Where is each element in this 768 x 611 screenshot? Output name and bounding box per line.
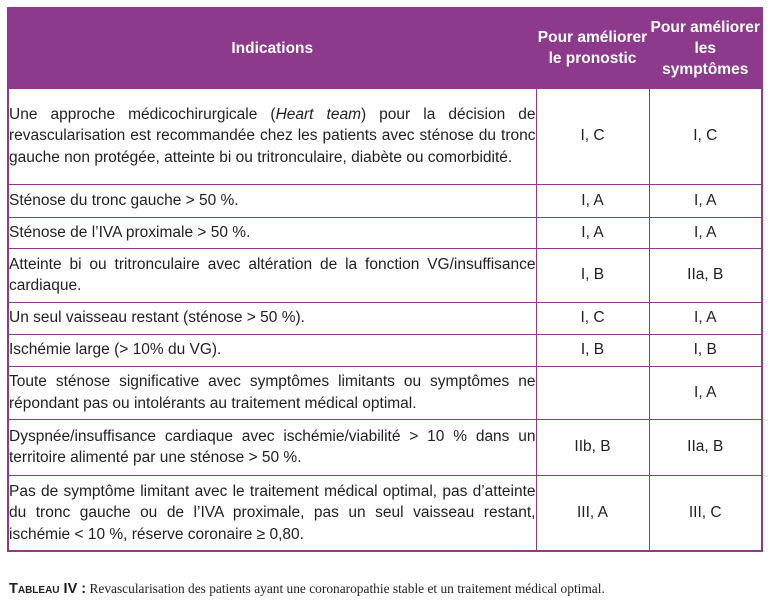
indication-cell: Toute sténose significative avec symptômes limitants ou symptômes ne répondant pas ou intolérants au traitement médical optimal. bbox=[8, 366, 536, 419]
caption-label: Tableau IV : bbox=[9, 581, 87, 597]
header-prognostic: Pour améliorer le pronostic bbox=[536, 8, 649, 88]
table-header-row bbox=[8, 8, 762, 88]
table-row bbox=[8, 248, 762, 302]
symptoms-cell: I, A bbox=[649, 217, 762, 248]
table-row bbox=[8, 302, 762, 334]
prognostic-cell: I, B bbox=[536, 334, 649, 366]
indication-cell: Sténose de l’IVA proximale > 50 %. bbox=[8, 217, 536, 248]
table-row bbox=[8, 184, 762, 217]
symptoms-cell: III, C bbox=[649, 475, 762, 551]
revascularisation-table bbox=[7, 7, 763, 552]
symptoms-cell: I, C bbox=[649, 88, 762, 184]
table-row bbox=[8, 217, 762, 248]
table-row bbox=[8, 366, 762, 419]
indication-cell: Un seul vaisseau restant (sténose > 50 %). bbox=[8, 302, 536, 334]
symptoms-cell: IIa, B bbox=[649, 419, 762, 475]
caption-text: Revascularisation des patients ayant une coronaropathie stable et un traitement médical optimal. bbox=[86, 581, 605, 596]
indication-cell: Ischémie large (> 10% du VG). bbox=[8, 334, 536, 366]
header-symptoms: Pour améliorer les symptômes bbox=[649, 8, 762, 88]
prognostic-cell: III, A bbox=[536, 475, 649, 551]
symptoms-cell: IIa, B bbox=[649, 248, 762, 302]
table-row bbox=[8, 419, 762, 475]
table-caption bbox=[9, 581, 605, 597]
indication-cell bbox=[8, 88, 536, 184]
table-row bbox=[8, 88, 762, 184]
symptoms-cell: I, A bbox=[649, 302, 762, 334]
prognostic-cell: I, A bbox=[536, 217, 649, 248]
table-row bbox=[8, 334, 762, 366]
prognostic-cell bbox=[536, 366, 649, 419]
prognostic-cell: I, B bbox=[536, 248, 649, 302]
prognostic-cell: I, C bbox=[536, 88, 649, 184]
prognostic-cell: IIb, B bbox=[536, 419, 649, 475]
symptoms-cell: I, B bbox=[649, 334, 762, 366]
table-row bbox=[8, 475, 762, 551]
indication-cell: Atteinte bi ou tritronculaire avec altération de la fonction VG/insuffisance cardiaque. bbox=[8, 248, 536, 302]
indication-cell: Sténose du tronc gauche > 50 %. bbox=[8, 184, 536, 217]
indication-emphasis: Heart team bbox=[275, 105, 361, 123]
indication-cell: Dyspnée/insuffisance cardiaque avec ischémie/viabilité > 10 % dans un territoire alimenté par une sténose > 50 %. bbox=[8, 419, 536, 475]
indication-text-start: Une approche médicochirurgicale ( bbox=[9, 105, 276, 123]
prognostic-cell: I, A bbox=[536, 184, 649, 217]
header-indications: Indications bbox=[8, 8, 536, 88]
symptoms-cell: I, A bbox=[649, 366, 762, 419]
symptoms-cell: I, A bbox=[649, 184, 762, 217]
prognostic-cell: I, C bbox=[536, 302, 649, 334]
indication-cell: Pas de symptôme limitant avec le traitement médical optimal, pas d’atteinte du tronc gauche ou de l’IVA proximale, pas un seul vaisseau restant, ischémie < 10 %, réserve coronaire ≥ 0,80. bbox=[8, 475, 536, 551]
indication-text-end: ) pour la décision de revascularisation est recommandée chez les patients avec sténose du tronc gauche non protégée, atteinte bi ou tritronculaire, diabète ou comorbidité. bbox=[9, 105, 536, 166]
